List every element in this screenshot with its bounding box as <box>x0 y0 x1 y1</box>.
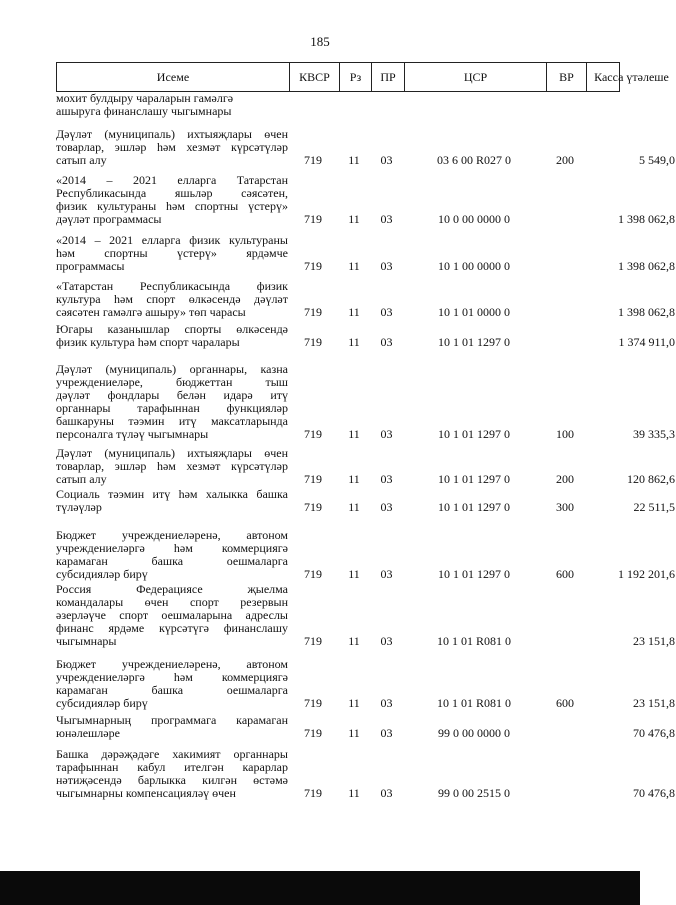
cell-sum: 22 511,5 <box>633 500 675 514</box>
cell-sum: 1 398 062,8 <box>618 305 675 319</box>
cell-pr: 03 <box>380 634 393 648</box>
cell-csr: 10 1 01 1297 0 <box>438 335 510 349</box>
table-row <box>56 279 675 319</box>
row-name <box>56 234 288 273</box>
cell-sum: 1 398 062,8 <box>618 212 675 226</box>
header-kassa: Касса үтәлеше <box>586 63 676 91</box>
row-name-line: «2014 – 2021 елларга физик культураны <box>56 233 288 247</box>
row-name-line: Дәүләт (муниципаль) ихтыяҗлары өчен <box>56 127 288 141</box>
cell-kvsr: 719 <box>304 472 322 486</box>
row-name-line: органнары тарафыннан функцияләр <box>56 401 288 415</box>
cell-csr: 10 1 00 0000 0 <box>438 259 510 273</box>
row-name <box>56 748 288 800</box>
row-name <box>56 658 288 710</box>
row-name-line: түләүләр <box>56 500 102 514</box>
row-name-line: учреждениеләргә һәм коммерциягә <box>56 670 288 684</box>
cell-rz: 11 <box>348 427 360 441</box>
table-row <box>56 713 675 740</box>
cell-pr: 03 <box>380 726 393 740</box>
header-name: Исеме <box>156 69 190 84</box>
cell-pr: 03 <box>380 696 393 710</box>
row-name <box>56 280 288 319</box>
cell-kvsr: 719 <box>304 153 322 167</box>
cell-csr: 03 6 00 R027 0 <box>436 153 511 167</box>
cell-csr: 10 1 01 1297 0 <box>438 567 510 581</box>
cell-csr: 10 1 01 1297 0 <box>438 427 510 441</box>
row-name <box>56 128 288 167</box>
row-name-line: культура һәм спорт өлкәсендә дәүләт <box>56 292 288 306</box>
row-name-line: Республикасында яшьләр сәясәтен, <box>56 186 288 200</box>
table-header <box>56 62 669 92</box>
table-row <box>56 173 675 226</box>
row-name-line: Дәүләт (муниципаль) органнары, казна <box>56 362 288 376</box>
cell-pr: 03 <box>380 335 393 349</box>
table-row <box>56 487 675 514</box>
cell-pr: 03 <box>380 427 393 441</box>
cell-kvsr: 719 <box>304 427 322 441</box>
cell-vr: 200 <box>556 153 574 167</box>
fragment-line: ашыруга финанслашу чыгымнары <box>56 104 232 118</box>
row-name-line: әзерләүче спорт оешмаларына адреслы <box>56 608 288 622</box>
cell-sum: 70 476,8 <box>633 726 675 740</box>
row-name-line: товарлар, эшләр һәм хезмәт күрсәтүләр <box>56 459 288 473</box>
cell-csr: 10 1 01 1297 0 <box>438 472 510 486</box>
cell-csr: 10 1 01 R081 0 <box>436 696 511 710</box>
row-name <box>56 174 288 226</box>
row-name-line: чыгымнарны компенсацияләү өчен <box>56 786 236 800</box>
row-name-line: «Татарстан Республикасында физик <box>56 279 288 293</box>
row-name-line: Социаль тәэмин итү һәм халыкка башка <box>56 487 288 501</box>
cell-rz: 11 <box>348 786 360 800</box>
budget-table <box>56 62 675 800</box>
cell-csr: 10 1 01 1297 0 <box>438 500 510 514</box>
cell-vr: 600 <box>556 696 574 710</box>
row-name-line: карамаган башка оешмаларга <box>56 554 288 568</box>
row-name-line: юнәлешләре <box>56 726 120 740</box>
cell-pr: 03 <box>380 212 393 226</box>
cell-rz: 11 <box>348 212 360 226</box>
table-row <box>56 446 675 486</box>
row-name-line: сатып алу <box>56 472 107 486</box>
row-name-line: тарафыннан кабул ителгән карарлар <box>56 760 288 774</box>
row-name-line: физик культураны һәм спортны үстерү» <box>56 199 288 213</box>
row-name <box>56 583 288 648</box>
cell-sum: 23 151,8 <box>633 634 675 648</box>
row-name-line: чыгымнары <box>56 634 117 648</box>
row-name <box>56 447 288 486</box>
row-name-line: Бюджет учреждениеләренә, автоном <box>56 528 288 542</box>
header-csr: ЦСР <box>404 63 546 91</box>
cell-kvsr: 719 <box>304 335 322 349</box>
cell-csr: 99 0 00 2515 0 <box>438 786 510 800</box>
cell-sum: 70 476,8 <box>633 786 675 800</box>
table-row <box>56 362 675 441</box>
row-name-line: физик культура һәм спорт чаралары <box>56 335 240 349</box>
cell-kvsr: 719 <box>304 212 322 226</box>
cell-kvsr: 719 <box>304 696 322 710</box>
row-name <box>56 323 288 349</box>
continued-row-fragment <box>56 92 288 118</box>
cell-rz: 11 <box>348 335 360 349</box>
row-name-line: товарлар, эшләр һәм хезмәт күрсәтүләр <box>56 140 288 154</box>
header-kvsr: КВСР <box>289 63 339 91</box>
cell-rz: 11 <box>348 567 360 581</box>
cell-rz: 11 <box>348 472 360 486</box>
cell-vr: 300 <box>556 500 574 514</box>
cell-sum: 39 335,3 <box>633 427 675 441</box>
table-row <box>56 322 675 349</box>
row-name <box>56 529 288 581</box>
row-name-line: учреждениеләргә һәм коммерциягә <box>56 541 288 555</box>
row-name-line: дәүләт фондлары белән идарә итү <box>56 388 288 402</box>
cell-kvsr: 719 <box>304 500 322 514</box>
row-name <box>56 714 288 740</box>
table-row <box>56 747 675 800</box>
header-vr: ВР <box>546 63 586 91</box>
fragment-line: мохит булдыру чараларын гамәлгә <box>56 91 234 105</box>
cell-kvsr: 719 <box>304 634 322 648</box>
header-rz: Рз <box>339 63 371 91</box>
cell-rz: 11 <box>348 696 360 710</box>
cell-sum: 5 549,0 <box>639 153 675 167</box>
cell-csr: 10 0 00 0000 0 <box>438 212 510 226</box>
cell-csr: 99 0 00 0000 0 <box>438 726 510 740</box>
cell-kvsr: 719 <box>304 305 322 319</box>
row-name-line: субсидияләр бирү <box>56 567 148 581</box>
row-name-line: командалары өчен спорт резервын <box>56 595 288 609</box>
row-name-line: учреждениеләре, бюджеттан тыш <box>56 375 288 389</box>
cell-pr: 03 <box>380 472 393 486</box>
cell-pr: 03 <box>380 153 393 167</box>
scan-bottom-edge <box>0 871 640 905</box>
row-name-line: Чыгымнарның программага карамаган <box>56 713 288 727</box>
cell-sum: 1 398 062,8 <box>618 259 675 273</box>
cell-pr: 03 <box>380 500 393 514</box>
page-number: 185 <box>310 34 330 49</box>
cell-pr: 03 <box>380 786 393 800</box>
row-name-line: программасы <box>56 259 125 273</box>
cell-sum: 120 862,6 <box>627 472 675 486</box>
cell-pr: 03 <box>380 305 393 319</box>
cell-kvsr: 719 <box>304 567 322 581</box>
cell-sum: 23 151,8 <box>633 696 675 710</box>
header-pr: ПР <box>371 63 404 91</box>
row-name-line: башкаруны тәэмин итү максатларында <box>56 414 288 428</box>
row-name-line: финанс ярдәме күрсәтүгә финанслашу <box>56 621 288 635</box>
table-row <box>56 233 675 273</box>
cell-kvsr: 719 <box>304 726 322 740</box>
table-row <box>56 127 675 167</box>
cell-vr: 200 <box>556 472 574 486</box>
table-row <box>56 657 675 710</box>
cell-rz: 11 <box>348 305 360 319</box>
cell-pr: 03 <box>380 567 393 581</box>
table-row <box>56 528 675 581</box>
cell-pr: 03 <box>380 259 393 273</box>
table-row <box>56 582 675 648</box>
cell-rz: 11 <box>348 259 360 273</box>
row-name-line: Башка дәрәҗәдәге хакимият органнары <box>56 747 288 761</box>
row-name-line: Югары казанышлар спорты өлкәсендә <box>56 322 288 336</box>
cell-kvsr: 719 <box>304 259 322 273</box>
cell-vr: 600 <box>556 567 574 581</box>
row-name-line: Бюджет учреждениеләренә, автоном <box>56 657 288 671</box>
cell-kvsr: 719 <box>304 786 322 800</box>
cell-vr: 100 <box>556 427 574 441</box>
row-name-line: нәтиҗәсендә барлыкка килгән өстәмә <box>56 773 288 787</box>
row-name <box>56 363 288 441</box>
row-name-line: һәм спортны үстерү» ярдәмче <box>56 246 288 260</box>
row-name-line: сатып алу <box>56 153 107 167</box>
row-name-line: персоналга түләү чыгымнары <box>56 427 209 441</box>
row-name-line: сәясәтен гамәлгә ашыру» төп чарасы <box>56 305 246 319</box>
cell-rz: 11 <box>348 500 360 514</box>
row-name-line: Россия Федерациясе җыелма <box>56 582 288 596</box>
cell-sum: 1 192 201,6 <box>618 567 675 581</box>
cell-csr: 10 1 01 0000 0 <box>438 305 510 319</box>
cell-sum: 1 374 911,0 <box>618 335 675 349</box>
cell-rz: 11 <box>348 153 360 167</box>
row-name-line: «2014 – 2021 елларга Татарстан <box>56 173 288 187</box>
cell-rz: 11 <box>348 634 360 648</box>
row-name-line: Дәүләт (муниципаль) ихтыяҗлары өчен <box>56 446 288 460</box>
cell-csr: 10 1 01 R081 0 <box>436 634 511 648</box>
row-name <box>56 488 288 514</box>
row-name-line: субсидияләр бирү <box>56 696 148 710</box>
row-name-line: карамаган башка оешмаларга <box>56 683 288 697</box>
row-name-line: дәүләт программасы <box>56 212 162 226</box>
cell-rz: 11 <box>348 726 360 740</box>
